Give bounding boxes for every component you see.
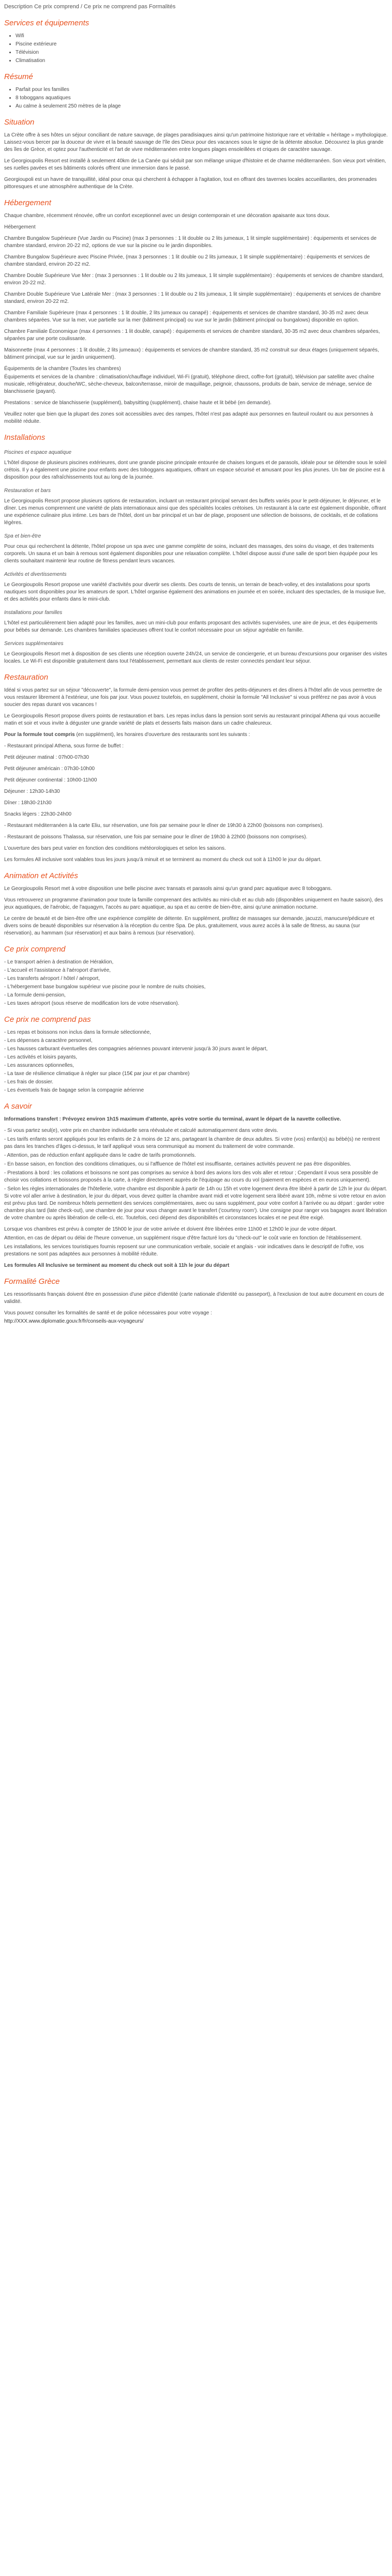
installation-title: Services supplémentaires [4,641,64,647]
room-description: Chambre Double Supérieure Vue Mer : (max 3 personnes : 1 lit double ou 2 lits jumeaux, 1 lit simple supplémentaire) : équipements et services de chambre standard, environ 20-22 m2. [4,273,384,286]
formalites-heading: Formalité Grèce [4,1277,60,1286]
list-item: • Parfait pour les familles [16,86,388,94]
list-item: - Les transferts aéroport / hôtel / aéroport, [4,976,100,982]
animation-paragraph: Le Georgioupolis Resort met à votre disposition une belle piscine avec transats et parasols ainsi qu'un grand parc aquatique avec 8 toboggans. [4,886,332,892]
hebergement-subheading: Hébergement [4,224,36,230]
installation-text: L'hôtel est particulièrement bien adapté pour les familles, avec un mini-club pour enfants proposant des activités supervisées, une aire de jeux, et des équipements pour bébés sur demande. Les chambres familiales spacieuses offrent tout le confort nécessaire pour un séjour agréable en famille. [4,620,378,633]
ne-comprend-heading: Ce prix ne comprend pas [4,1015,91,1024]
asavoir-heading: A savoir [4,1102,32,1111]
list-item: - Les repas et boissons non inclus dans la formule sélectionnée, [4,1030,152,1035]
schedule-line: Petit déjeuner américain : 07h30-10h00 [4,766,95,772]
list-item: • 8 toboggans aquatiques [16,95,388,102]
installation-title: Restauration et bars [4,488,51,494]
installation-text: Le Georgioupolis Resort propose plusieurs options de restauration, incluant un restaurant principal servant des buffets variés pour le petit-déjeuner, le déjeuner, et le dîner. Les menus comprennent une variété de plats internationaux ainsi que des spécialités locales crétoises. Un restaurant à la carte est également disponible, offrant une expérience culinaire plus intime. Les bars de l'hôtel, dont un bar principal et un bar de plage, proposent une sélection de boissons, de cocktails, et de collations légères. [4,498,386,526]
transfer-info: Informations transfert : Prévoyez environ 1h15 maximum d'attente, après votre sortie du terminal, avant le départ de la navette collective. [4,1116,341,1122]
installation-title: Piscines et espace aquatique [4,450,72,455]
list-item: - Les frais de dossier. [4,1079,54,1085]
asavoir-paragraph: - Si vous partez seul(e), votre prix en chambre individuelle sera réévaluée et calculé automatiquement dans votre devis. [4,1128,278,1133]
resume-list [4,86,388,110]
hebergement-heading: Hébergement [4,198,51,207]
restauration-paragraph: Le Georgioupolis Resort propose divers points de restauration et bars. Les repas inclus dans la pension sont servis au restaurant principal Athena qui vous accueille matin et soir et vous invite à déguster une grande variété de plats et desserts faits maison dans un cadre chaleureux. [4,713,381,726]
room-description: Maisonnette (max 4 personnes : 1 lit double, 2 lits jumeaux) : équipements et services de chambre standard, 35 m2 construit sur deux étages (uniquement séparés, bâtiment principal, vue sur le jardin uniquement). [4,347,379,360]
schedule-line: Snacks légers : 22h30-24h00 [4,811,72,817]
list-item: - Les hausses carburant éventuelles des compagnies aériennes pouvant intervenir jusqu'à 30 jours avant le départ, [4,1046,268,1052]
list-item: - Les éventuels frais de bagage selon la compagnie aérienne [4,1087,144,1093]
list-item: - L'hébergement base bungalow supérieur vue piscine pour le nombre de nuits choisies, [4,984,206,990]
schedule-line: - Restaurant de poissons Thalassa, sur réservation, une fois par semaine pour le dîner de 19h30 à 22h00 (boissons non comprises). [4,834,308,840]
situation-paragraph: Georgioupoli est un havre de tranquillité, idéal pour ceux qui cherchent à échapper à l'agitation, tout en offrant des tavernes locales accueillantes, des promenades pittoresques et une atmosphère authentique de la Crète. [4,177,377,190]
comprend-heading: Ce prix comprend [4,945,66,954]
equipment-title: Équipements de la chambre (Toutes les chambres) [4,366,121,372]
schedule-line: Les formules All inclusive sont valables tous les jours jusqu'à minuit et se terminent au moment du check out soit à 11h00 le jour du départ. [4,857,322,863]
list-item: - Les activités et loisirs payants, [4,1054,78,1060]
formula-line [4,731,388,739]
asavoir-paragraph: Attention, en cas de départ ou délai de l'heure convenue, un supplément risque d'être facturé lors du "check-out" le coût varie en fonction de l'établissement. [4,1235,362,1241]
asavoir-paragraph: - Les tarifs enfants seront appliqués pour les enfants de 2 à moins de 12 ans, partageant la chambre de deux adultes. Si votre (vos) enfant(s) au bébé(s) ne rentrent pas dans les tranches d'âges ci-dessus, le tarif appliqué vous sera communiqué au moment du traitement de votre commande. [4,1137,380,1149]
list-item: - La formule demi-pension, [4,992,66,998]
installation-title: Spa et bien-être [4,533,41,539]
asavoir-paragraph: - Attention, pas de réduction enfant appliquée dans le cadre de tarifs promotionnels. [4,1153,196,1158]
room-description: Chambre Bungalow Supérieure (Vue Jardin ou Piscine) (max 3 personnes : 1 lit double ou 2 lits jumeaux, 1 lit simple supplémentaire) : équipements et services de chambre standard, environ 20-22 m2, options de vue sur la piscine ou le jardin disponibles. [4,236,376,249]
list-item: - La taxe de résilience climatique à régler sur place (15€ par jour et par chambre) [4,1071,190,1077]
formalites-paragraph: Les ressortissants français doivent être en possession d'une pièce d'identité (carte nationale d'identité ou passeport), à l'exclusion de tout autre document en cours de validité. [4,1292,384,1305]
installation-title: Activités et divertissements [4,572,67,577]
situation-heading: Situation [4,118,35,127]
list-item: - Les dépenses à caractère personnel, [4,1038,93,1044]
installations-heading: Installations [4,433,46,442]
list-item: - Les assurances optionnelles, [4,1063,74,1068]
list-item: • Wifi [16,33,388,40]
asavoir-paragraph: Lorsque vos chambres est prévu à compter de 15h00 le jour de votre arrivée et doivent être libérées entre 11h00 et 12h00 le jour de votre départ. [4,1226,337,1232]
accessibility-note: Veuillez noter que bien que la plupart des zones soit accessibles avec des rampes, l'hôtel n'est pas adapté aux personnes en fauteuil roulant ou aux personnes à mobilité réduite. [4,411,373,424]
list-item: • Au calme à seulement 250 mètres de la plage [16,103,388,110]
equipment-text: Équipements et services de la chambre : climatisation/chauffage individuel, Wi-Fi (gratuit), téléphone direct, coffre-fort (gratuit), télévision par satellite avec chaîne musicale, réfrigérateur, douche/WC, sèche-cheveux, balcon/terrasse, miroir de maquillage, peignoir, chaussons, produits de bain, service de ménage, service de blanchisserie (payant). [4,374,374,394]
formalites-paragraph: Vous pouvez consulter les formalités de santé et de police nécessaires pour votre voyage : [4,1310,212,1316]
list-item: • Télévision [16,49,388,56]
formalites-link[interactable]: http://XXX.www.diplomatie.gouv.fr/fr/conseils-aux-voyageurs/ [4,1318,144,1324]
animation-paragraph: Le centre de beauté et de bien-être offre une expérience complète de détente. En supplément, profitez de massages sur demande, jacuzzi, manucure/pédicure et divers soins de beauté disponibles sur réservation à la réception du centre Spa. De plus, gratuitement, vous aurez accès à la salle de fitness, au sauna (sur réservation), au hammam (sur réservation) et aux bains à remous (sur réservation). [4,916,374,936]
services-list [4,33,388,65]
room-description: Chambre Familiale Économique (max 4 personnes : 1 lit double, canapé) : équipements et services de chambre standard, 30-35 m2 avec deux chambres séparées, séparées par une porte coulissante. [4,329,380,342]
room-description: Chambre Familiale Supérieure (max 4 personnes : 1 lit double, 2 lits jumeaux ou canapé) : équipements et services de chambre standard, 30-35 m2 avec deux chambres séparées. Vue sur la mer, vue partielle sur la mer (bâtiment principal) ou vue sur le jardin (bâtiment principal ou bungalows) disponible en option. [4,310,369,323]
animation-heading: Animation et Activités [4,871,78,880]
schedule-line: Dîner : 18h30-21h30 [4,800,52,806]
resume-heading: Résumé [4,72,33,81]
list-item: • Piscine extérieure [16,41,388,48]
room-description: Chambre Double Supérieure Vue Latérale Mer : (max 3 personnes : 1 lit double ou 2 lits jumeaux, 1 lit simple supplémentaire) : équipements et services de chambre standard, environ 20-22 m2. [4,292,381,304]
schedule-line: L'ouverture des bars peut varier en fonction des conditions météorologiques et selon les saisons. [4,846,226,851]
schedule-line: Déjeuner : 12h30-14h30 [4,789,60,794]
paid-services: Prestations : service de blanchisserie (supplément), babysitting (supplément), chaise haute et lit bébé (en demande). [4,400,272,406]
list-item: - L'accueil et l'assistance à l'aéroport d'arrivée, [4,968,111,973]
list-item: - Le transport aérien à destination de Héraklion, [4,959,114,965]
installation-text: L'hôtel dispose de plusieurs piscines extérieures, dont une grande piscine principale entourée de chaises longues et de parasols, idéale pour se détendre sous le soleil crétois. Il y a également une piscine pour enfants avec des toboggans aquatiques, offrant un espace sécurisé et amusant pour les plus jeunes. Un bar de piscine est à disposition pour des rafraîchissements tout au long de la journée. [4,460,387,480]
asavoir-paragraph: - En basse saison, en fonction des conditions climatiques, ou si l'affluence de l'hôtel est insuffisante, certaines activités peuvent ne pas être disponibles. [4,1161,352,1167]
restauration-heading: Restauration [4,673,49,682]
installation-text: Le Georgioupolis Resort propose une variété d'activités pour divertir ses clients. Des courts de tennis, un terrain de beach-volley, et des installations pour sports nautiques sont disponibles pour les amateurs de sport. L'hôtel organise également des animations en journée et en soirée, incluant des spectacles, de la musique live, et des activités pour enfants dans le mini-club. [4,582,386,602]
formula-intro: Pour la formule tout compris [4,732,75,738]
page-title: Description Ce prix comprend / Ce prix ne comprend pas Formalités [4,4,176,10]
installation-text: Pour ceux qui recherchent la détente, l'hôtel propose un spa avec une gamme complète de soins, incluant des massages, des soins du visage, et des traitements corporels. Un sauna et un bain à remous sont également disponibles pour une relaxation complète. L'hôtel dispose aussi d'une salle de sport bien équipée pour les clients souhaitant maintenir leur routine de fitness pendant leurs vacances. [4,544,378,564]
schedule-line: - Restaurant principal Athena, sous forme de buffet : [4,743,124,749]
services-heading: Services et équipements [4,19,89,27]
hebergement-intro: Chaque chambre, récemment rénovée, offre un confort exceptionnel avec un design contemporain et une décoration apaisante aux tons doux. [4,213,330,219]
schedule-line: Petit déjeuner matinal : 07h00-07h30 [4,755,89,760]
animation-paragraph: Vous retrouverez un programme d'animation pour toute la famille comprenant des activités au mini-club et au club ado (disponibles uniquement en haute saison), des jeux aquatiques, de l'aérobic, de l'aquagym, l'accès au parc aquatique, au spa et au centre de bien-être, ainsi qu'une animation nocturne. [4,897,383,910]
asavoir-paragraph: Les installations, les services touristiques fournis reposent sur une communication verbale, sociale et anglais - voir indicatives dans le descriptif de l'offre, vos prestations ne sont pas adaptées aux personnes à mobilité réduite. [4,1244,364,1257]
schedule-line: - Restaurant méditerranéen à la carte Eliu, sur réservation, une fois par semaine pour le dîner de 19h30 à 22h00 (boissons non comprises). [4,823,324,829]
situation-paragraph: La Crète offre à ses hôtes un séjour conciliant de nature sauvage, de plages paradisiaques ainsi qu'un patrimoine historique rare et véritable « héritage » mythologique. Laissez-vous bercer par la douceur de vivre et la beauté sauvage de l'île des Dieux pour des vacances sous le signe de la détente absolue. Découvrez la plus grande des îles de Grèce, et optez pour l'authenticité et l'art de vivre méditerranéen entre longues plages ensoleillées et criques de caractère sauvage. [4,132,388,152]
schedule-line: Petit déjeuner continental : 10h00-11h00 [4,777,97,783]
list-item: - Les taxes aéroport (sous réserve de modification lors de votre réservation). [4,1001,179,1006]
installation-text: Le Georgioupolis Resort met à disposition de ses clients une réception ouverte 24h/24, un service de conciergerie, et un bureau d'excursions pour organiser des visites locales. Le Wi-Fi est disponible gratuitement dans tout l'établissement, permettant aux clients de rester connectés pendant leur séjour. [4,651,387,664]
situation-paragraph: Le Georgioupolis Resort est installé à seulement 40km de La Canée qui séduit par son mélange unique d'histoire et de charme méditerranéen. Son vieux port vénitien, ses ruelles pavées et ses bâtiments colorés offrent une immersion dans le passé. [4,158,386,171]
asavoir-paragraph: - Prestations à bord : les collations et boissons ne sont pas comprises au service à bord des avions lors des vols aller et retour ; Cependant il vous sera possible de choisir vos collations et boissons proposés à la carte, à régler directement auprès de l'équipage au cours du vol (paiement en espèces et en euros uniquement). [4,1170,379,1183]
formula-rest: (en supplément), les horaires d'ouverture des restaurants sont les suivants : [74,732,250,738]
restauration-paragraph: Idéal si vous partez sur un séjour "découverte", la formule demi-pension vous permet de profiter des petits-déjeuners et des dîners à l'hôtel afin de vous permettre de vous restaurer librement à l'extérieur, une fois par jour. Vous pouvez toutefois, en supplément, choisir la formule "All Inclusive" si vous préférez ne pas avoir à vous soucier des repas durant vos vacances ! [4,687,382,708]
asavoir-final: Les formules All Inclusive se terminent au moment du check out soit à 11h le jour du départ [4,1263,230,1268]
installation-title: Installations pour familles [4,610,63,616]
asavoir-paragraph: - Selon les règles internationales de l'hôtellerie, votre chambre est disponible à partir de 14h ou 15h et votre logement devra être libéré à partir de 12h le jour du départ. Si votre vol aller arrive à destination, le jour du départ, vous devez quitter la chambre avant midi et votre logement sera libéré avant 10h, même si votre retour en avion est prévu plus tard. De nombreux hôtels permettent des services complémentaires, avec ou sans supplément, pour votre confort à l'arrivée ou au départ : garder votre chambre plus tard (late check-out), une chambre de jour pour vous changer avant le transfert ('courtesy room'). Une consigne pour ranger vos bagages avant libération de votre chambre ou après libération de celle-ci, etc. Toutefois, ceci dépend des disponibilités et circonstances locales et ne peut être exigé. [4,1186,387,1221]
room-description: Chambre Bungalow Supérieure avec Piscine Privée, (max 3 personnes : 1 lit double ou 2 lits jumeaux, 1 lit simple supplémentaire) : équipements et services de chambre standard, environ 20-22 m2. [4,254,370,267]
list-item: • Climatisation [16,57,388,65]
